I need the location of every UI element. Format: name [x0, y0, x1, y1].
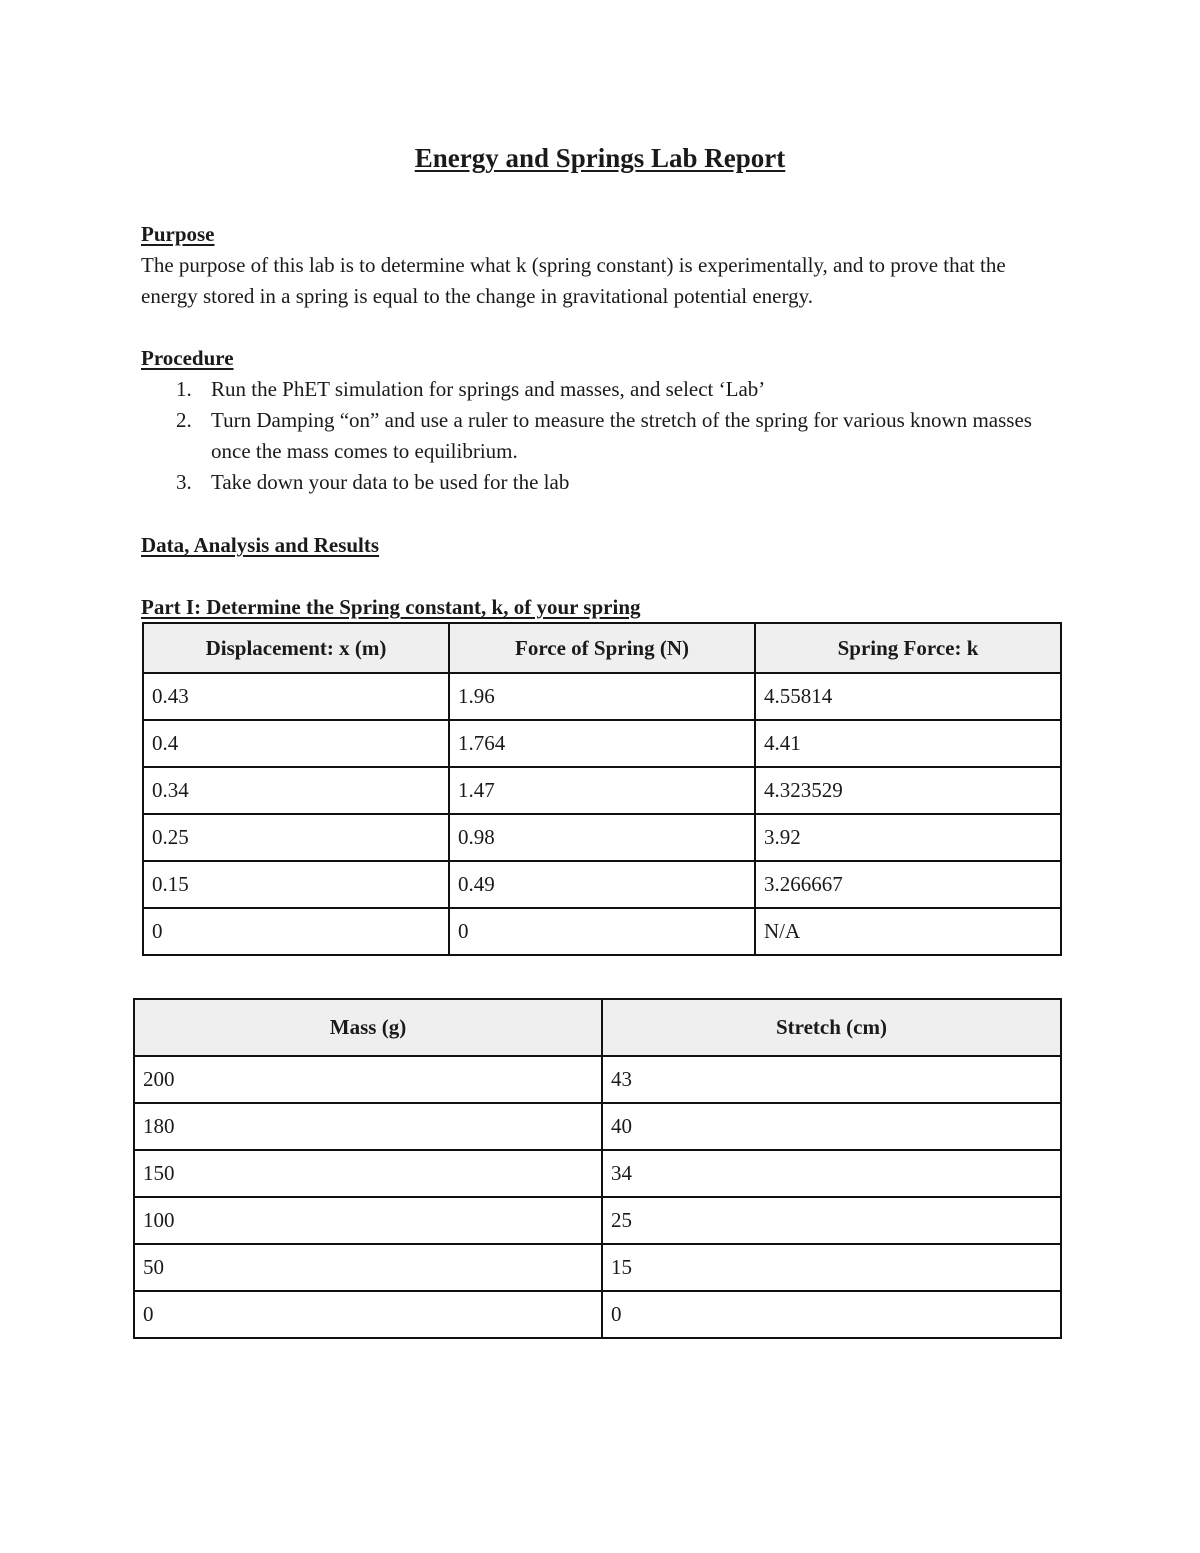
- table-cell: 0.98: [449, 814, 755, 861]
- table-cell: 34: [602, 1150, 1061, 1197]
- table-cell: 0: [134, 1291, 602, 1338]
- procedure-list: [141, 374, 1041, 498]
- column-header: Mass (g): [134, 999, 602, 1056]
- mass-stretch-table: [133, 998, 1062, 1339]
- table-header-row: [134, 999, 1061, 1056]
- procedure-heading: Procedure: [141, 346, 234, 370]
- table-row: [143, 720, 1061, 767]
- table-cell: 1.96: [449, 673, 755, 720]
- table-cell: 180: [134, 1103, 602, 1150]
- table-cell: 0.49: [449, 861, 755, 908]
- table-cell: 200: [134, 1056, 602, 1103]
- column-header: Spring Force: k: [755, 623, 1061, 673]
- table-cell: N/A: [755, 908, 1061, 955]
- table-cell: 0.34: [143, 767, 449, 814]
- purpose-text: The purpose of this lab is to determine what k (spring constant) is experimentally, and to prove that the energy stored in a spring is equal to the change in gravitational potential energy.: [141, 253, 1006, 308]
- procedure-step: [141, 467, 1041, 498]
- table-row: [143, 673, 1061, 720]
- table-cell: 0: [449, 908, 755, 955]
- table-row: [143, 767, 1061, 814]
- table-row: [134, 1197, 1061, 1244]
- step-number: 1.: [176, 377, 192, 401]
- spring-constant-table: [142, 622, 1062, 956]
- table-cell: 43: [602, 1056, 1061, 1103]
- table-row: [134, 1103, 1061, 1150]
- table-cell: 1.47: [449, 767, 755, 814]
- column-header: Force of Spring (N): [449, 623, 755, 673]
- table-row: [143, 861, 1061, 908]
- table-cell: 3.92: [755, 814, 1061, 861]
- table-cell: 4.55814: [755, 673, 1061, 720]
- table-cell: 4.41: [755, 720, 1061, 767]
- step-text: Turn Damping “on” and use a ruler to measure the stretch of the spring for various known masses once the mass comes to equilibrium.: [211, 408, 1032, 463]
- table-row: [143, 814, 1061, 861]
- table-cell: 1.764: [449, 720, 755, 767]
- table-cell: 50: [134, 1244, 602, 1291]
- table-cell: 15: [602, 1244, 1061, 1291]
- table-cell: 0: [602, 1291, 1061, 1338]
- table-cell: 4.323529: [755, 767, 1061, 814]
- table-cell: 100: [134, 1197, 602, 1244]
- part1-heading: Part I: Determine the Spring constant, k, of your spring: [141, 595, 641, 619]
- table-header-row: [143, 623, 1061, 673]
- table-cell: 0.4: [143, 720, 449, 767]
- table-row: [134, 1150, 1061, 1197]
- table-cell: 0.15: [143, 861, 449, 908]
- table-row: [134, 1244, 1061, 1291]
- document-title: Energy and Springs Lab Report: [414, 143, 786, 173]
- table-cell: 0.25: [143, 814, 449, 861]
- table-cell: 150: [134, 1150, 602, 1197]
- table-row: [143, 908, 1061, 955]
- results-heading: Data, Analysis and Results: [141, 533, 380, 557]
- table-cell: 0.43: [143, 673, 449, 720]
- table-cell: 40: [602, 1103, 1061, 1150]
- table-row: [134, 1056, 1061, 1103]
- column-header: Stretch (cm): [602, 999, 1061, 1056]
- column-header: Displacement: x (m): [143, 623, 449, 673]
- procedure-step: [141, 405, 1041, 467]
- purpose-heading: Purpose: [141, 222, 215, 246]
- table-row: [134, 1291, 1061, 1338]
- step-text: Run the PhET simulation for springs and masses, and select ‘Lab’: [211, 377, 766, 401]
- table-cell: 3.266667: [755, 861, 1061, 908]
- procedure-step: [141, 374, 1041, 405]
- table-cell: 0: [143, 908, 449, 955]
- table-cell: 25: [602, 1197, 1061, 1244]
- step-number: 3.: [176, 470, 192, 494]
- step-number: 2.: [176, 408, 192, 432]
- step-text: Take down your data to be used for the lab: [211, 470, 570, 494]
